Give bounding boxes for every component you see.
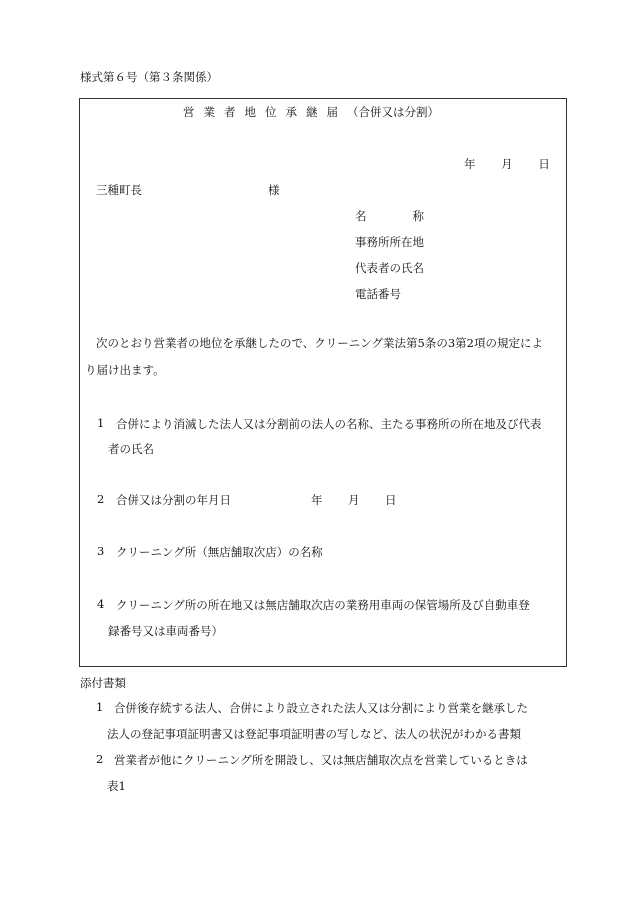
title-char: 承 bbox=[285, 105, 297, 119]
item-2-text: 合併又は分割の年月日 bbox=[116, 493, 231, 507]
field-name-label: 名 称 bbox=[355, 209, 424, 223]
attachment-2-text-line2: 表1 bbox=[107, 779, 126, 793]
intro-text-line1: 次のとおり営業者の地位を承継したので、クリーニング業法第5条の3第2項の規定によ bbox=[96, 336, 543, 350]
title-suffix: （合併又は分割） bbox=[347, 105, 439, 119]
intro-text-line2: り届け出ます。 bbox=[85, 363, 165, 377]
title-char: 営 bbox=[183, 105, 195, 119]
item-4-text-line2: 録番号又は車両番号） bbox=[108, 624, 223, 638]
field-representative-label: 代表者の氏名 bbox=[355, 261, 424, 275]
title-char: 業 bbox=[203, 105, 215, 119]
attachment-1-text-line2: 法人の登記事項証明書又は登記事項証明書の写しなど、法人の状況がわかる書類 bbox=[107, 727, 521, 741]
submission-date bbox=[464, 156, 550, 172]
title-char: 地 bbox=[244, 105, 256, 119]
item-2-day: 日 bbox=[385, 493, 397, 507]
attachment-1-text-line1: 合併後存続する法人、合併により設立された法人又は分割により営業を継承した bbox=[114, 701, 528, 715]
field-office-address-label: 事務所所在地 bbox=[355, 235, 424, 249]
date-year: 年 bbox=[464, 157, 476, 171]
item-2-month: 月 bbox=[348, 493, 360, 507]
item-3-number: 3 bbox=[97, 544, 105, 558]
date-month: 月 bbox=[501, 157, 513, 171]
honorific: 様 bbox=[268, 183, 280, 197]
title-char: 届 bbox=[326, 105, 338, 119]
item-2-year: 年 bbox=[311, 493, 323, 507]
item-3-text: クリーニング所（無店舗取次店）の名称 bbox=[116, 545, 323, 559]
attachment-2-text-line1: 営業者が他にクリーニング所を開設し、又は無店舗取次点を営業しているときは bbox=[114, 753, 528, 767]
item-1-text-line2: 者の氏名 bbox=[108, 442, 154, 456]
attachment-1-number: 1 bbox=[96, 700, 104, 714]
form-title bbox=[183, 104, 439, 120]
attachment-2-number: 2 bbox=[96, 752, 104, 766]
date-day: 日 bbox=[538, 157, 550, 171]
form-number: 様式第６号（第３条関係） bbox=[80, 70, 218, 84]
title-char: 位 bbox=[265, 105, 277, 119]
field-phone-label: 電話番号 bbox=[355, 287, 401, 301]
item-1-number: 1 bbox=[97, 416, 105, 430]
item-4-number: 4 bbox=[97, 597, 105, 611]
item-2-number: 2 bbox=[97, 492, 105, 506]
attachments-heading: 添付書類 bbox=[80, 676, 126, 690]
title-char: 者 bbox=[224, 105, 236, 119]
item-4-text-line1: クリーニング所の所在地又は無店舗取次店の業務用車両の保管場所及び自動車登 bbox=[116, 598, 530, 612]
title-char: 継 bbox=[306, 105, 318, 119]
form-frame bbox=[79, 98, 567, 667]
item-1-text-line1: 合併により消滅した法人又は分割前の法人の名称、主たる事務所の所在地及び代表 bbox=[116, 417, 542, 431]
addressee: 三種町長 bbox=[96, 183, 142, 197]
